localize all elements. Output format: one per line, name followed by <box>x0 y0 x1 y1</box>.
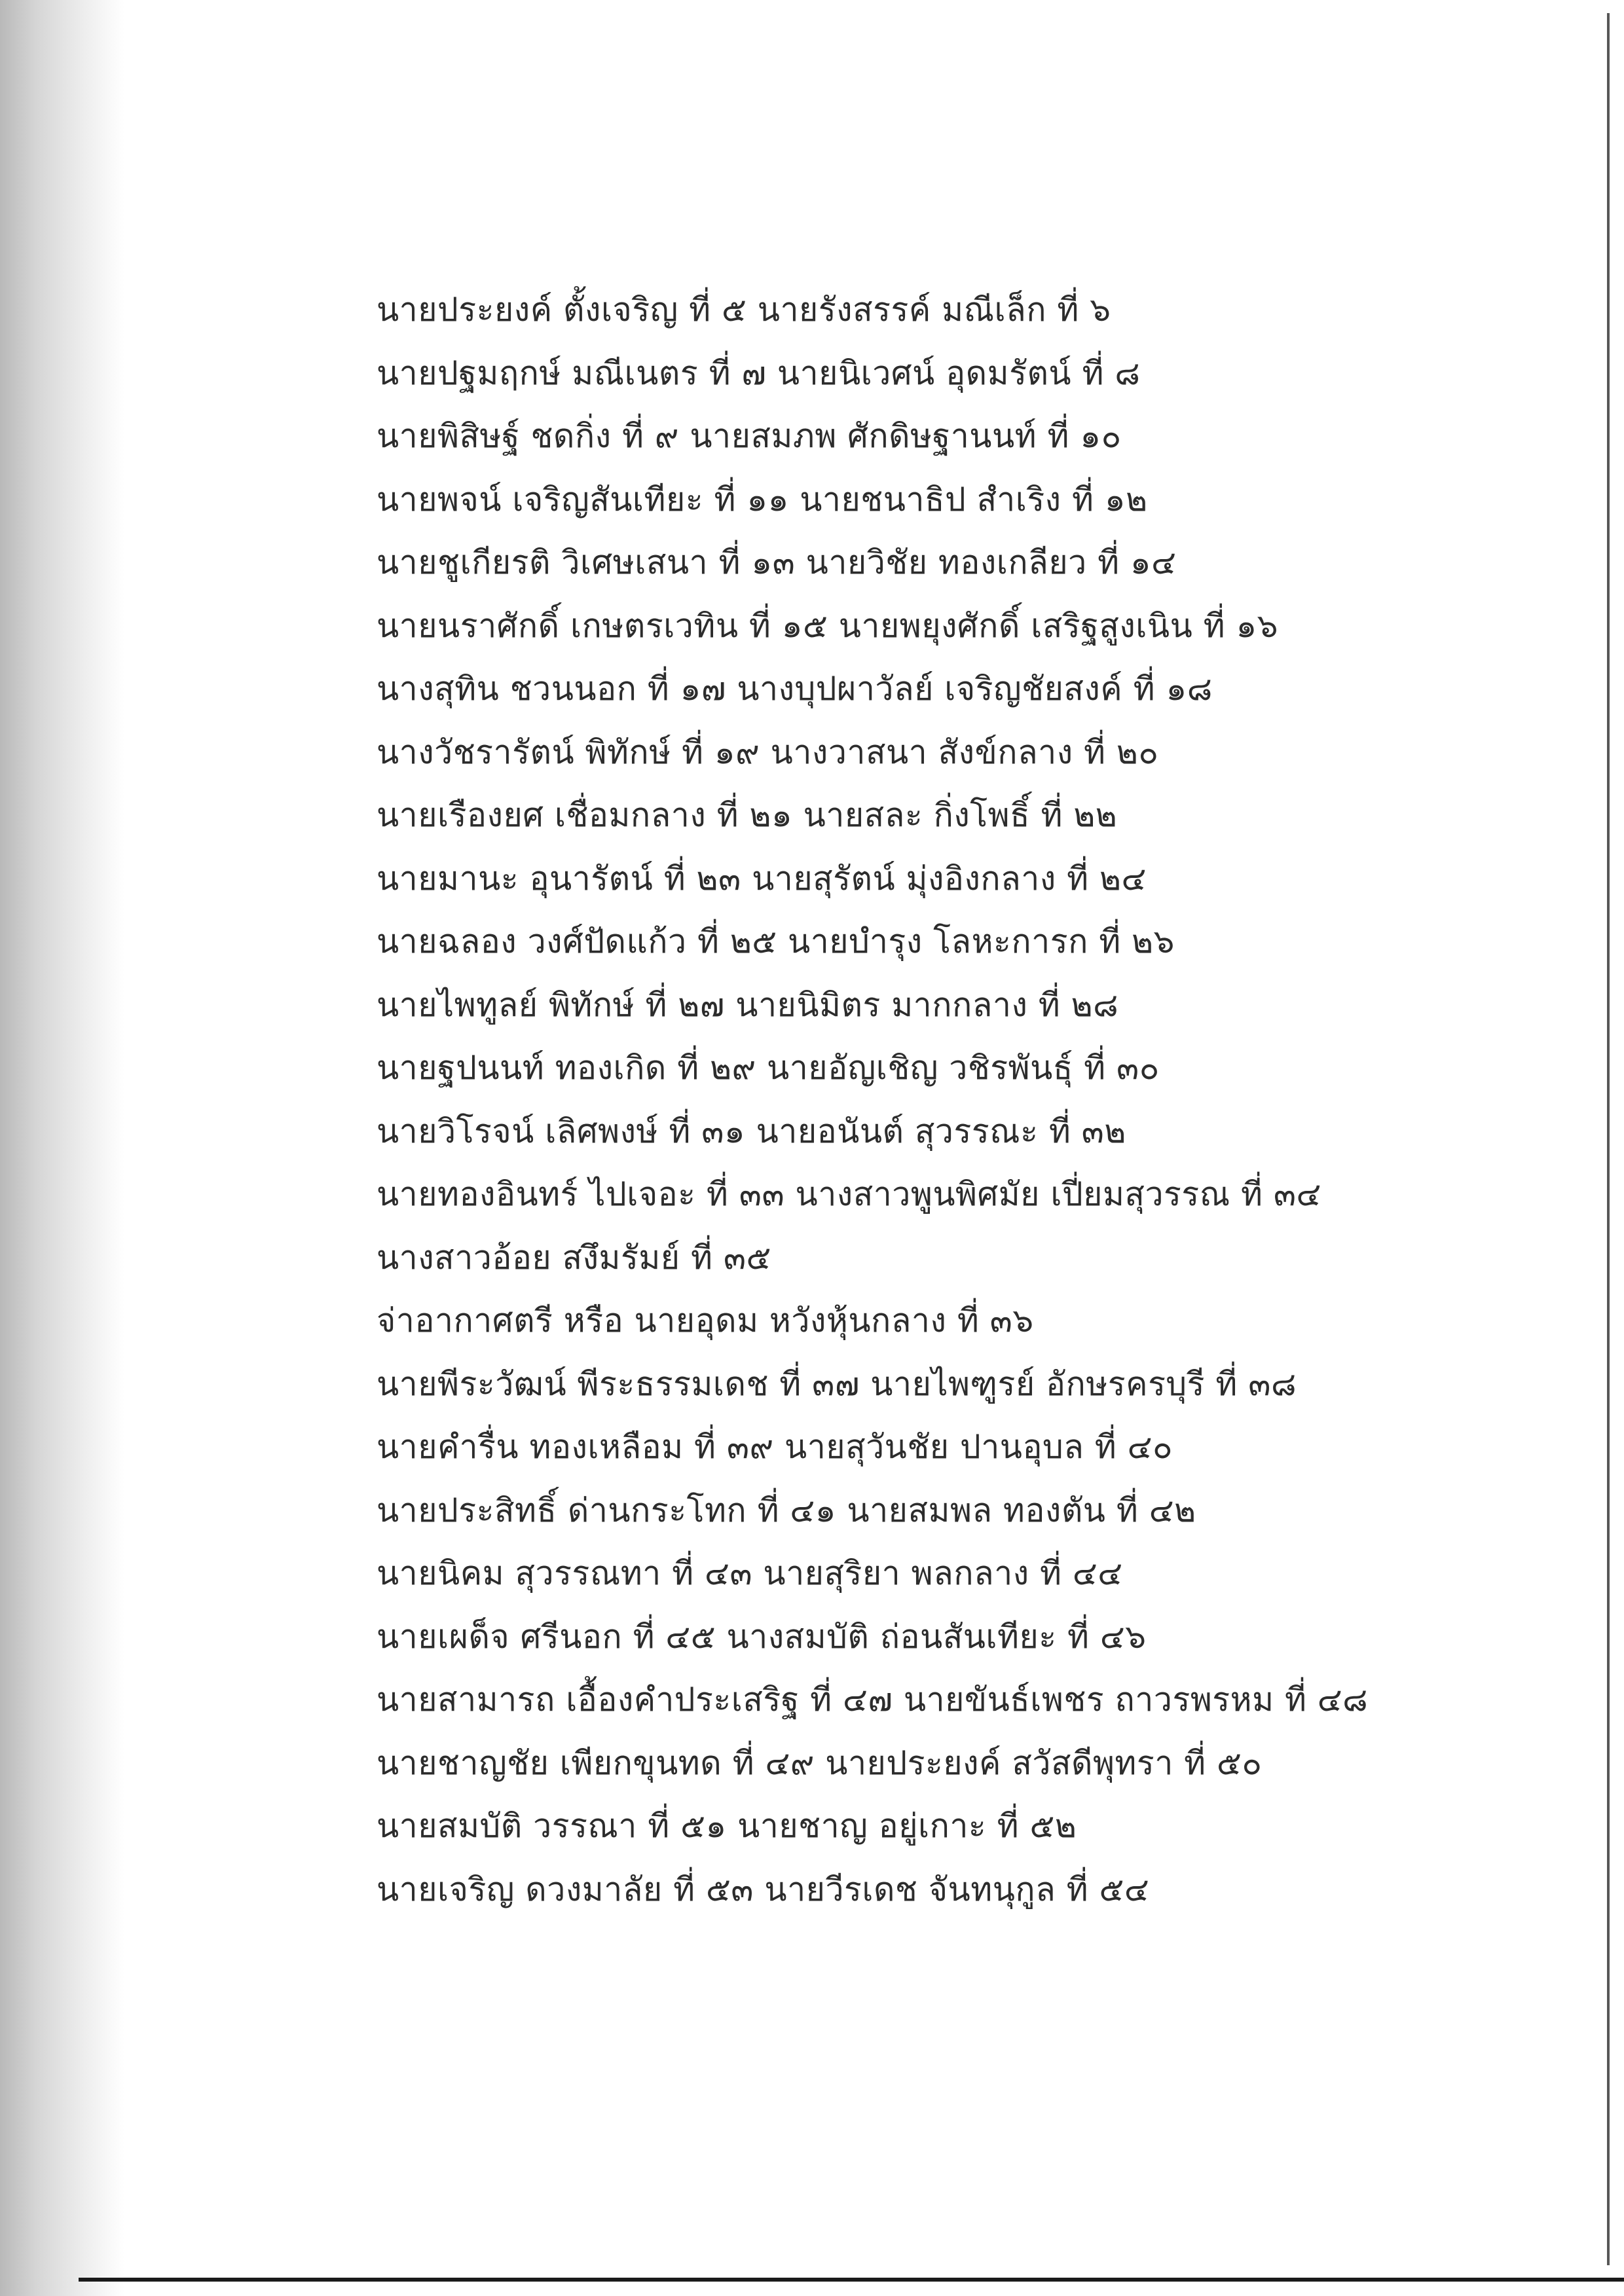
text-line: นายเรืองยศ เชื่อมกลาง ที่ ๒๑ นายสละ กิ่งโพธิ์ ที่ ๒๒ <box>377 796 1118 834</box>
text-line: นายชาญชัย เพียกขุนทด ที่ ๔๙ นายประยงค์ สวัสดีพุทรา ที่ ๕๐ <box>377 1743 1263 1782</box>
text-line: นายปฐมฤกษ์ มณีเนตร ที่ ๗ นายนิเวศน์ อุดมรัตน์ ที่ ๘ <box>377 354 1141 392</box>
text-line: นายมานะ อุนารัตน์ ที่ ๒๓ นายสุรัตน์ มุ่งอิงกลาง ที่ ๒๔ <box>377 859 1147 898</box>
text-line: นายคำรื่น ทองเหลือม ที่ ๓๙ นายสุวันชัย ปานอุบล ที่ ๔๐ <box>377 1428 1173 1466</box>
text-line: นายนราศักดิ์ เกษตรเวทิน ที่ ๑๕ นายพยุงศักดิ์ เสริฐสูงเนิน ที่ ๑๖ <box>377 606 1278 645</box>
text-line: นายไพทูลย์ พิทักษ์ ที่ ๒๗ นายนิมิตร มากกลาง ที่ ๒๘ <box>377 985 1119 1024</box>
text-line: นางวัชรารัตน์ พิทักษ์ ที่ ๑๙ นางวาสนา สังข์กลาง ที่ ๒๐ <box>377 733 1159 771</box>
text-line: นายประสิทธิ์ ด่านกระโทก ที่ ๔๑ นายสมพล ทองตัน ที่ ๔๒ <box>377 1491 1196 1529</box>
text-line: นายพจน์ เจริญสันเทียะ ที่ ๑๑ นายชนาธิป สำเริง ที่ ๑๒ <box>377 480 1148 519</box>
text-line: นายสมบัติ วรรณา ที่ ๕๑ นายชาญ อยู่เกาะ ที่ ๕๒ <box>377 1807 1077 1845</box>
text-line: นายฐปนนท์ ทองเกิด ที่ ๒๙ นายอัญเชิญ วชิรพันธุ์ ที่ ๓๐ <box>377 1049 1160 1087</box>
text-line: นายวิโรจน์ เลิศพงษ์ ที่ ๓๑ นายอนันต์ สุวรรณะ ที่ ๓๒ <box>377 1112 1126 1150</box>
text-line: นายพีระวัฒน์ พีระธรรมเดช ที่ ๓๗ นายไพฑูรย์ อักษรครบุรี ที่ ๓๘ <box>377 1364 1297 1403</box>
page-right-edge <box>1607 13 1610 2265</box>
text-line: นายเผด็จ ศรีนอก ที่ ๔๕ นางสมบัติ ถ่อนสันเทียะ ที่ ๔๖ <box>377 1617 1147 1656</box>
binding-shadow <box>0 0 124 2296</box>
text-line: นายพิสิษฐ์ ชดกิ่ง ที่ ๙ นายสมภพ ศักดิษฐานนท์ ที่ ๑๐ <box>377 417 1122 455</box>
text-line: นางสุทิน ชวนนอก ที่ ๑๗ นางบุปผาวัลย์ เจริญชัยสงค์ ที่ ๑๘ <box>377 670 1213 708</box>
page-bottom-edge <box>79 2278 1624 2282</box>
text-line: นายประยงค์ ตั้งเจริญ ที่ ๕ นายรังสรรค์ มณีเล็ก ที่ ๖ <box>377 291 1111 329</box>
text-line: นายทองอินทร์ ไปเจอะ ที่ ๓๓ นางสาวพูนพิศมัย เปี่ยมสุวรรณ ที่ ๓๔ <box>377 1175 1321 1213</box>
text-line: นายนิคม สุวรรณทา ที่ ๔๓ นายสุริยา พลกลาง ที่ ๔๔ <box>377 1554 1123 1592</box>
text-line: นางสาวอ้อย สงึมรัมย์ ที่ ๓๕ <box>377 1238 771 1277</box>
text-line: นายฉลอง วงศ์ปัดแก้ว ที่ ๒๕ นายบำรุง โลหะการก ที่ ๒๖ <box>377 922 1175 960</box>
text-line: นายชูเกียรติ วิเศษเสนา ที่ ๑๓ นายวิชัย ทองเกลียว ที่ ๑๔ <box>377 543 1177 581</box>
text-line: นายเจริญ ดวงมาลัย ที่ ๕๓ นายวีรเดช จันทนุกูล ที่ ๕๔ <box>377 1870 1150 1908</box>
name-list <box>377 278 1555 1921</box>
text-line: จ่าอากาศตรี หรือ นายอุดม หวังหุ้นกลาง ที่ ๓๖ <box>377 1302 1034 1339</box>
text-line: นายสามารถ เอื้องคำประเสริฐ ที่ ๔๗ นายขันธ์เพชร ถาวรพรหม ที่ ๔๘ <box>377 1681 1369 1719</box>
